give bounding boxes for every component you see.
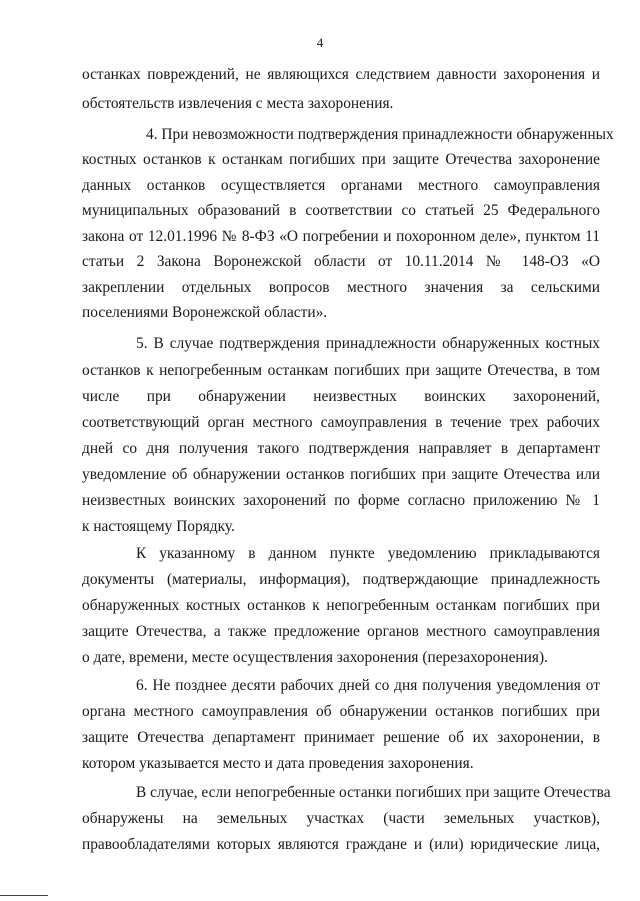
- text-line: обстоятельств извлечения с места захоронения.: [82, 95, 394, 112]
- text-line: останках повреждений, не являющихся следствием давности захоронения и: [82, 66, 600, 83]
- paragraph-4-line: костных останков к останкам погибших при защите Отечества захоронение: [82, 151, 600, 168]
- paragraph-5-line: 5. В случае подтверждения принадлежности обнаруженных костных: [136, 335, 600, 352]
- paragraph-4-line: статьи 2 Закона Воронежской области от 10.11.2014 № 148-ОЗ «О: [82, 253, 600, 270]
- paragraph-4-line: поселениями Воронежской области».: [82, 304, 328, 321]
- paragraph-6-line: органа местного самоуправления об обнаружении останков погибших при: [82, 703, 600, 720]
- attachment-paragraph-line: о дате, времени, месте осуществления захоронения (перезахоронения).: [82, 649, 548, 666]
- paragraph-6-line: защите Отечества департамент принимает решение об их захоронении, в: [82, 729, 600, 746]
- paragraph-4-line: закреплении отдельных вопросов местного значения за сельскими: [82, 279, 600, 296]
- paragraph-4-line: данных останков осуществляется органами местного самоуправления: [82, 177, 600, 194]
- attachment-paragraph-line: документы (материалы, информация), подтверждающие принадлежность: [82, 571, 600, 588]
- closing-paragraph-line: правообладателями которых являются граждане и (или) юридические лица,: [82, 836, 600, 853]
- paragraph-5-line: неизвестных воинских захоронений по форме согласно приложению № 1: [82, 492, 600, 509]
- paragraph-6-line: котором указывается место и дата проведения захоронения.: [82, 755, 474, 772]
- attachment-paragraph-line: защите Отечества, а также предложение органов местного самоуправления: [82, 623, 600, 640]
- page-number: 4: [316, 35, 324, 50]
- closing-paragraph-line: обнаружены на земельных участках (части земельных участков),: [82, 810, 600, 827]
- paragraph-5-line: останков к непогребенным останкам погибших при защите Отечества, в том: [82, 362, 600, 379]
- footer-rule: [0, 895, 48, 896]
- paragraph-4-line: муниципальных образований в соответствии со статьей 25 Федерального: [82, 202, 600, 219]
- paragraph-4-line: закона от 12.01.1996 № 8-ФЗ «О погребении и похоронном деле», пунктом 11: [82, 228, 600, 245]
- paragraph-4-line: 4. При невозможности подтверждения принадлежности обнаруженных: [146, 126, 614, 143]
- paragraph-6-line: 6. Не позднее десяти рабочих дней со дня получения уведомления от: [136, 677, 600, 694]
- attachment-paragraph-line: К указанному в данном пункте уведомлению прикладываются: [136, 545, 600, 562]
- paragraph-5-line: дней со дня получения такого подтверждения направляет в департамент: [82, 440, 600, 457]
- paragraph-5-line: числе при обнаружении неизвестных воинских захоронений,: [82, 388, 600, 405]
- paragraph-5-line: соответствующий орган местного самоуправления в течение трех рабочих: [82, 414, 600, 431]
- paragraph-5-line: уведомление об обнаружении останков погибших при защите Отечества или: [82, 466, 600, 483]
- paragraph-5-line: к настоящему Порядку.: [82, 518, 235, 535]
- attachment-paragraph-line: обнаруженных костных останков к непогребенным останкам погибших при: [82, 597, 600, 614]
- closing-paragraph-line: В случае, если непогребенные останки погибших при защите Отечества: [136, 784, 611, 801]
